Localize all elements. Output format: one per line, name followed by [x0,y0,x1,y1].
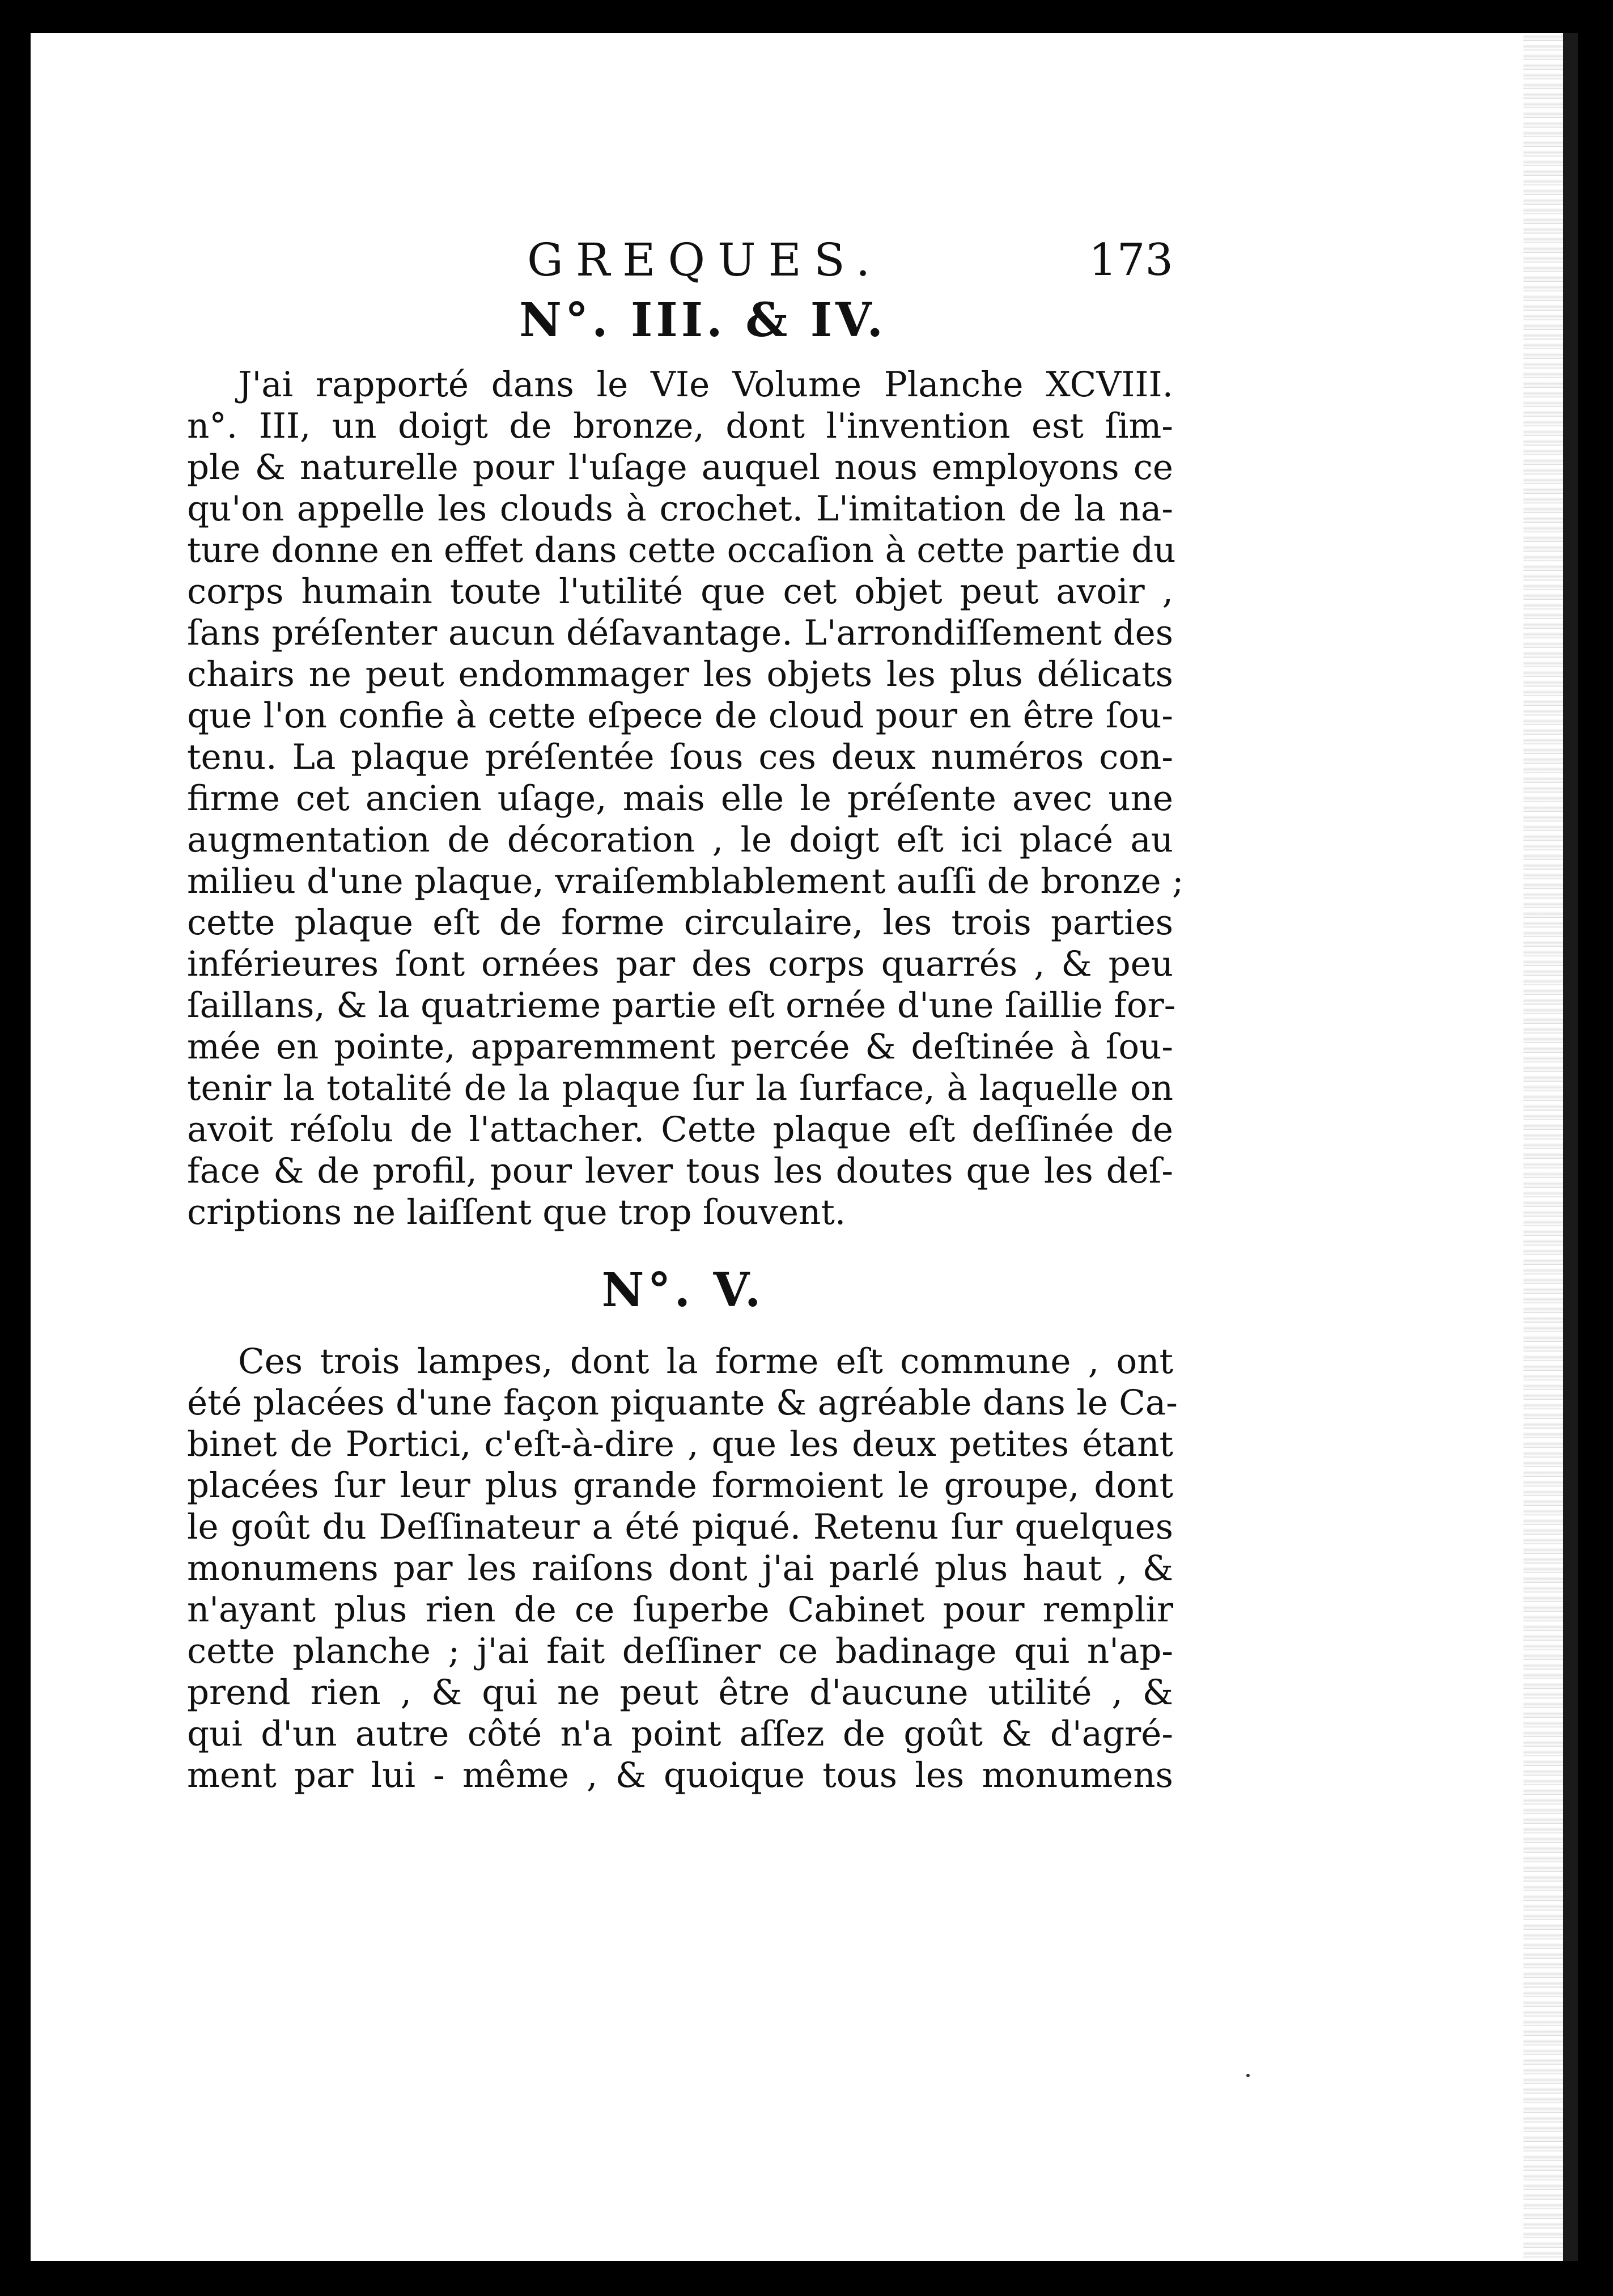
text-line: ment par lui - même , & quoique tous les monumens [187,1755,1173,1795]
text-line: n'ayant plus rien de ce ſuperbe Cabinet pour remplir [187,1590,1173,1630]
text-line: face & de profil, pour lever tous les doutes que les deſ- [187,1151,1173,1191]
text-line: mée en pointe, apparemment percée & deſtinée à ſou- [187,1027,1173,1067]
text-line: prend rien , & qui ne peut être d'aucune utilité , & [187,1672,1173,1713]
text-line: tenir la totalité de la plaque ſur la ſurface, à laquelle on [187,1068,1173,1108]
text-line: cette plaque eſt de forme circulaire, les trois parties [187,903,1173,943]
text-line: cette planche ; j'ai fait deſſiner ce badinage qui n'ap- [187,1631,1173,1671]
text-line: milieu d'une plaque, vraiſemblablement auſſi de bronze ; [187,861,1184,901]
text-line: ſans préſenter aucun déſavantage. L'arrondiſſement des [187,613,1173,653]
text-line: ture donne en effet dans cette occaſion à cette partie du [187,530,1176,570]
running-title: GREQUES. [527,234,883,286]
text-line: Ces trois lampes, dont la forme eſt commune , ont [238,1341,1173,1382]
text-line: placées ſur leur plus grande formoient le groupe, dont [187,1465,1173,1506]
paragraph-iii-iv [187,364,1184,1233]
text-line: ſaillans, & la quatrieme partie eſt ornée d'une ſaillie for- [187,985,1176,1026]
text-line: firme cet ancien uſage, mais elle le préſente avec une [187,778,1173,819]
section-heading-iii-iv: N°. III. & IV. [519,293,886,348]
text-line: criptions ne laiſſent que trop ſouvent. [187,1192,846,1232]
text-line: chairs ne peut endommager les objets les plus délicats [187,654,1173,694]
page-content [187,229,1184,1796]
page-edge-shading [1523,33,1563,2261]
section-heading-v: N°. V. [601,1263,765,1318]
text-line: tenu. La plaque préſentée ſous ces deux numéros con- [187,737,1173,777]
text-line: corps humain toute l'utilité que cet objet peut avoir , [187,571,1173,612]
paragraph-v [187,1341,1178,1796]
text-line: monumens par les raiſons dont j'ai parlé plus haut , & [187,1548,1173,1588]
text-line: J'ai rapporté dans le VIe Volume Planche XCVIII. [238,365,1173,405]
text-line: inférieures ſont ornées par des corps quarrés , & peu [187,944,1173,984]
text-line: le goût du Deſſinateur a été piqué. Retenu ſur quelques [187,1507,1173,1547]
ink-speck [1246,2074,1250,2077]
book-page [31,33,1578,2261]
text-line: qui d'un autre côté n'a point aſſez de goût & d'agré- [187,1714,1173,1754]
text-line: que l'on confie à cette eſpece de cloud pour en être ſou- [187,696,1173,736]
text-line: qu'on appelle les clouds à crochet. L'imitation de la na- [187,489,1173,529]
text-line: avoit réſolu de l'attacher. Cette plaque eſt deſſinée de [187,1109,1173,1150]
text-line: augmentation de décoration , le doigt eſt ici placé au [187,820,1173,860]
page-number: 173 [1089,235,1173,286]
text-line: été placées d'une façon piquante & agréable dans le Ca- [187,1383,1178,1423]
text-line: ple & naturelle pour l'uſage auquel nous employons ce [187,447,1173,488]
running-head [187,229,1173,291]
text-line: n°. III, un doigt de bronze, dont l'invention est ſim- [187,406,1173,446]
text-line: binet de Portici, c'eſt-à-dire , que les deux petites étant [187,1424,1173,1464]
